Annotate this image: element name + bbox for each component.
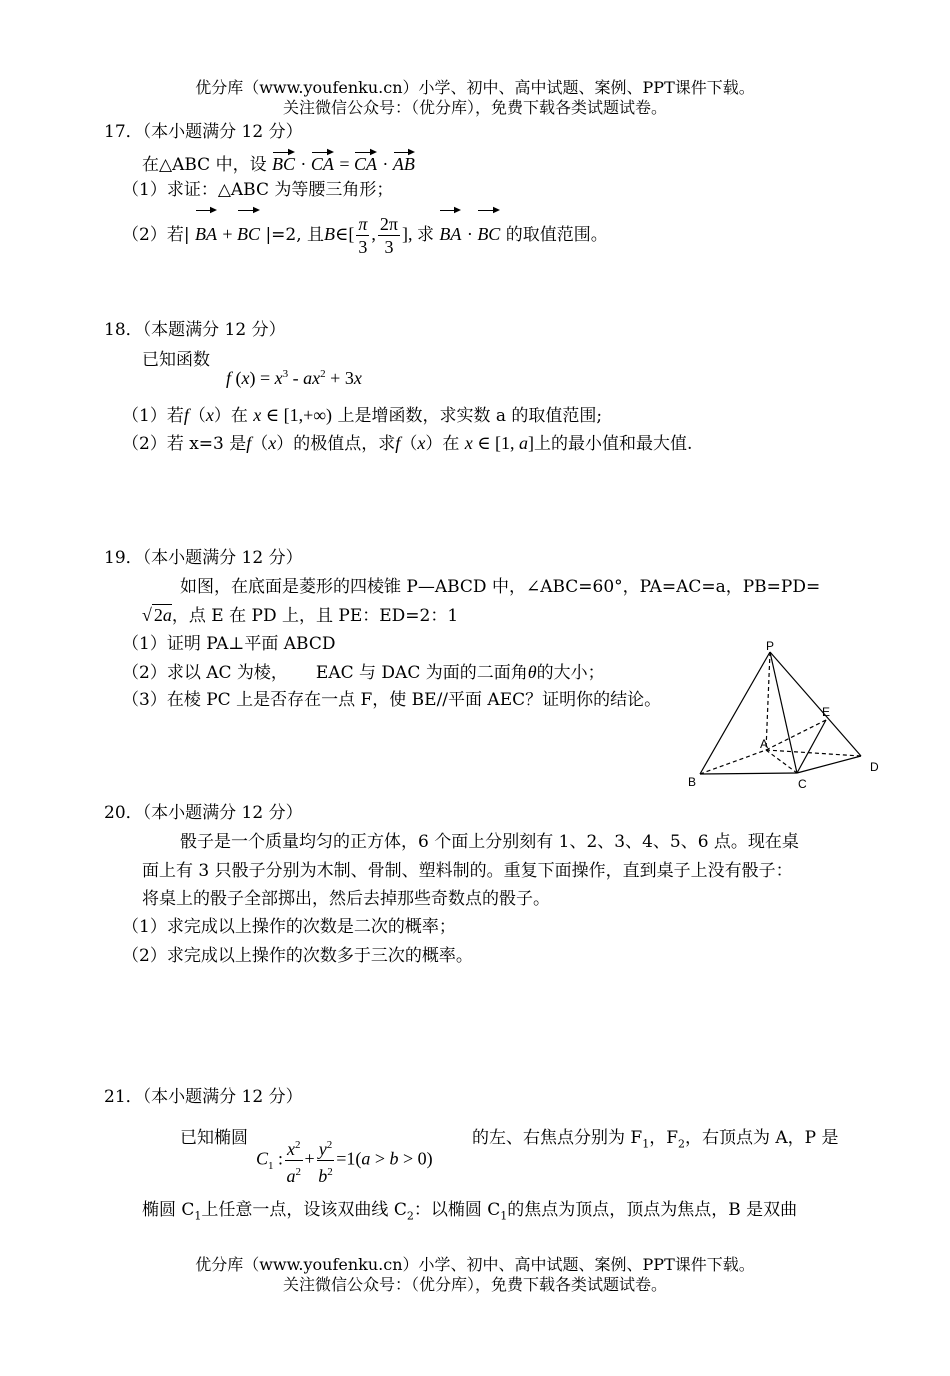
q17-part2-prefix: （2）若| [122,225,190,245]
q21-stem-continue: 的左、右焦点分别为 $F_1$，$F_2$，右顶点为 A，P 是 [472,1128,839,1151]
edge-ce [797,720,826,773]
q19-stem-line2: √ 2a，点 E 在 PD 上，且 PE：ED=2：1 [142,605,459,626]
edge-pb [700,652,770,774]
edge-ba [700,750,766,774]
label-p: P [766,640,775,653]
label-c: C [798,777,807,791]
q18-part2: （2）若 x=3 是f（x）的极值点，求f（x）在 x ∈ [1, a]上的最小值和最大值. [122,433,693,454]
q19-part3: （3）在棱 PC 上是否存在一点 F，使 BE//平面 AEC？证明你的结论。 [122,690,662,710]
fraction-2pi-over-3: $\frac{2\pi}{3}$ [379,214,398,257]
q18-title: 18．（本题满分 12 分） [104,320,286,340]
edge-cd [797,756,861,773]
q17-title: 17．（本小题满分 12 分） [104,122,303,142]
q17-stem-prefix: 在△ABC 中，设 [142,155,267,175]
label-d: D [870,760,879,774]
edge-ad [766,750,861,756]
q18-stem: 已知函数 [142,350,210,370]
q17-part2-ask: 求 [417,225,434,245]
fraction-pi-over-3: $\frac{\pi}{3}$ [358,214,368,257]
q20-title: 20．（本小题满分 12 分） [104,803,303,823]
edge-pa [766,652,770,750]
footer-line-1: 优分库（www.youfenku.cn）小学、初中、高中试题、案例、PPT课件下载。 [195,1255,755,1274]
label-e: E [822,705,831,719]
q19-part1: （1）证明 PA⊥平面 ABCD [122,634,336,654]
vector-ba-3: BA [439,208,461,256]
footer-line-2: 关注微信公众号：（优分库），免费下载各类试题试卷。 [282,1275,667,1294]
q21-title: 21．（本小题满分 12 分） [104,1087,303,1107]
vector-ca-2: CA [354,150,377,174]
q20-line2: 面上有 3 只骰子分别为木制、骨制、塑料制的。重复下面操作，直到桌子上没有骰子： [142,861,793,881]
q18-part1: （1）若f（x）在 x ∈ [1,+∞) 上是增函数，求实数 a 的取值范围; [122,405,603,426]
q17-part2: （2）若| BA + BC |=2, 且B∈[ $\frac{\pi}{3}$ , $\frac{2\pi}{3}$ ], 求 BA · BC 的取值范围。 [122,208,608,258]
q21-line2: 椭圆 $C_1$上任意一点，设该双曲线 $C_2$：以椭圆 $C_1$的焦点为顶点，顶点为焦点，B 是双曲 [142,1200,798,1223]
label-b: B [688,775,697,789]
q19-stem-line1: 如图，在底面是菱形的四棱锥 P—ABCD 中，∠ABC=60°，PA=AC=a，PB=PD= [180,577,821,597]
header-line-2: 关注微信公众号：（优分库），免费下载各类试题试卷。 [282,98,667,117]
edge-ae [766,720,826,750]
header-line-1: 优分库（www.youfenku.cn）小学、初中、高中试题、案例、PPT课件下载。 [195,78,755,97]
q17-part2-mid: |=2, 且 [265,225,325,245]
label-a: A [760,737,769,751]
vector-ca: CA [311,150,334,174]
q17-stem: 在△ABC 中，设 BC · CA = CA · AB [142,150,415,175]
edge-bc [700,773,797,774]
q19-title: 19．（本小题满分 12 分） [104,548,303,568]
edge-pc [770,652,797,773]
q20-line1: 骰子是一个质量均匀的正方体，6 个面上分别刻有 1、2、3、4、5、6 点。现在桌 [180,832,799,852]
q18-function: f $(x) = x^3 - ax^2 + 3x$ [226,368,362,388]
q19-part2: （2）求以 AC 为棱， EAC 与 DAC 为面的二面角θ的大小； [122,662,605,683]
pyramid-figure [680,640,890,800]
q20-part2: （2）求完成以上操作的次数多于三次的概率。 [122,946,473,966]
vector-ab: AB [393,150,415,174]
q21-stem-line1: 已知椭圆 [180,1128,248,1148]
q20-part1: （1）求完成以上操作的次数是二次的概率； [122,917,456,937]
vector-ba: BA [195,208,217,256]
vector-bc-3: BC [477,208,500,256]
q21-ellipse-equation: $C_1$ : $\frac{x^2}{a^2}$ + $\frac{y^2}{b^2}$ =1(a > b > 0) [256,1134,433,1189]
q17-part1: （1）求证：△ABC 为等腰三角形； [122,180,394,200]
q20-line3: 将桌上的骰子全部掷出，然后去掉那些奇数点的骰子。 [142,889,550,909]
vector-bc-2: BC [237,208,260,256]
q17-part2-suffix: 的取值范围。 [505,225,608,245]
vector-bc: BC [272,150,295,174]
